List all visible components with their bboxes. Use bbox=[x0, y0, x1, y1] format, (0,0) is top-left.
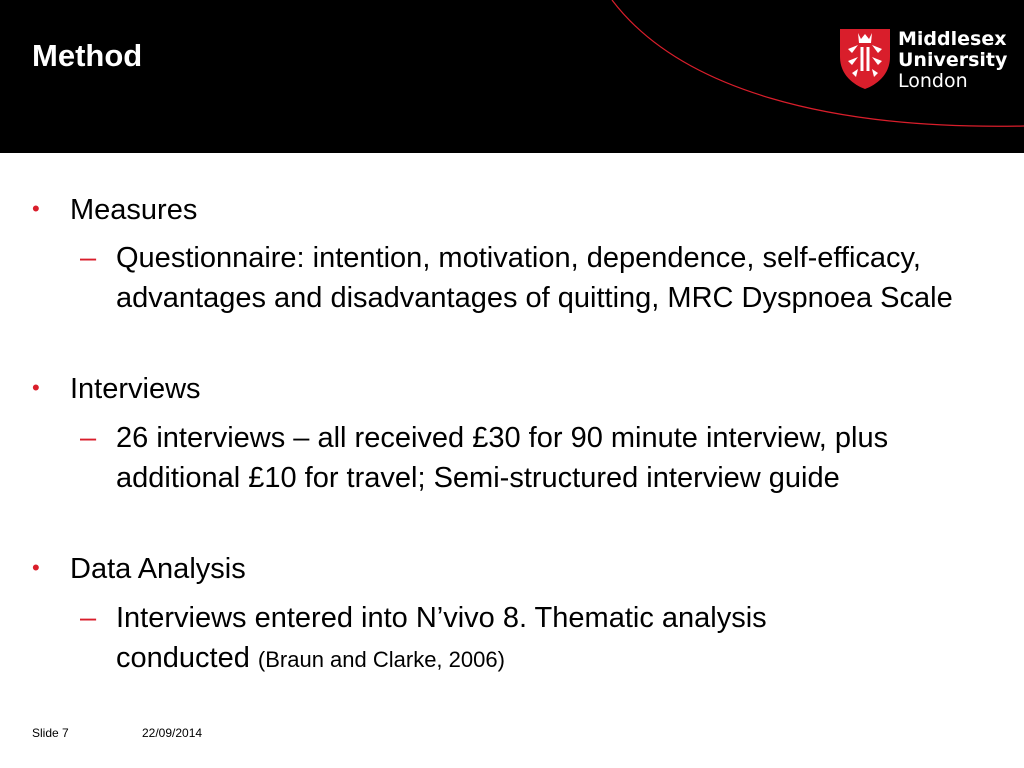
logo-wordmark bbox=[898, 29, 1007, 92]
sub-bullet-text: Questionnaire: intention, motivation, dependence, self-efficacy, advantages and disadvantages of quitting, MRC Dyspnoea Scale bbox=[116, 242, 953, 314]
bullet-interviews bbox=[32, 368, 201, 409]
dash-icon: – bbox=[80, 242, 97, 274]
bullet-icon: • bbox=[32, 375, 40, 400]
sub-bullet-data-analysis bbox=[80, 598, 900, 680]
logo-line-2: University bbox=[898, 49, 1008, 71]
shield-icon bbox=[838, 27, 892, 91]
bullet-label: Measures bbox=[70, 194, 198, 226]
analysis-text: Interviews entered into N’vivo 8. Thematic analysis conducted bbox=[116, 602, 767, 674]
sub-bullet-interviews bbox=[80, 418, 980, 498]
sub-bullet-text bbox=[116, 598, 900, 680]
logo-line-3: London bbox=[898, 70, 968, 92]
university-logo bbox=[838, 27, 1008, 93]
bullet-icon: • bbox=[32, 555, 40, 580]
logo-line-1: Middlesex bbox=[898, 28, 1007, 50]
dash-icon: – bbox=[80, 602, 97, 634]
bullet-data-analysis bbox=[32, 548, 246, 589]
slide-number: Slide 7 bbox=[32, 726, 69, 740]
bullet-label: Data Analysis bbox=[70, 553, 246, 585]
dash-icon: – bbox=[80, 422, 97, 454]
bullet-measures bbox=[32, 189, 197, 230]
slide-date: 22/09/2014 bbox=[142, 726, 203, 740]
bullet-label: Interviews bbox=[70, 373, 201, 405]
slide-title: Method bbox=[32, 38, 143, 73]
sub-bullet-questionnaire bbox=[80, 238, 980, 318]
bullet-icon: • bbox=[32, 196, 40, 221]
citation-text: (Braun and Clarke, 2006) bbox=[257, 647, 505, 672]
slide-header bbox=[0, 0, 1024, 153]
sub-bullet-text: 26 interviews – all received £30 for 90 minute interview, plus additional £10 for travel; Semi-structured interview guide bbox=[116, 422, 889, 494]
